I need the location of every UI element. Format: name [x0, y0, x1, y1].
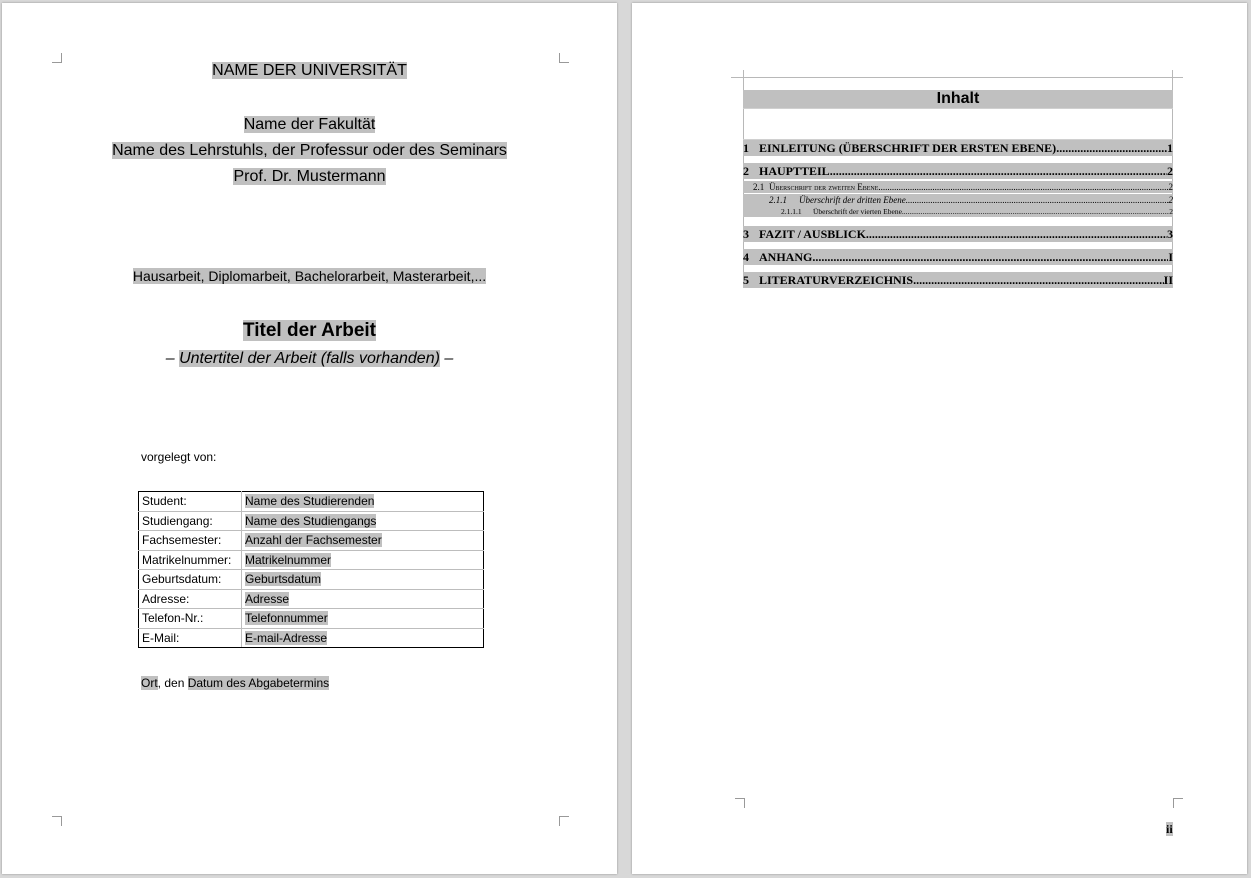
- toc-entry-page: II: [1163, 273, 1173, 287]
- toc-entry[interactable]: [743, 249, 1173, 265]
- page-number-line: [1166, 822, 1173, 836]
- student-field-label: Adresse:: [139, 589, 242, 609]
- university-name[interactable]: NAME DER UNIVERSITÄT: [212, 62, 407, 79]
- professor-name[interactable]: Prof. Dr. Mustermann: [233, 168, 386, 185]
- toc-entry-page: 2: [1168, 195, 1173, 205]
- student-table-row: [139, 531, 484, 551]
- student-field-value[interactable]: Telefonnummer: [245, 611, 328, 626]
- toc-entry-text: ANHANG: [759, 250, 813, 264]
- margin-corner-mark: [559, 816, 569, 826]
- toc-entry-number: 2: [743, 164, 749, 178]
- toc-dot-leader: [913, 272, 1164, 288]
- subtitle-dash-right: –: [444, 350, 454, 367]
- margin-guide-line: [731, 77, 1183, 78]
- toc-entry-text: LITERATURVERZEICHNIS: [759, 273, 914, 287]
- subtitle-line: [2, 350, 617, 368]
- student-table-row: [139, 511, 484, 531]
- professor-line: [2, 168, 617, 186]
- submitted-by-label: vorgelegt von:: [141, 450, 217, 464]
- toc-entry-page: 1: [1167, 141, 1173, 155]
- margin-corner-mark: [52, 816, 62, 826]
- student-field-value[interactable]: Adresse: [245, 591, 290, 606]
- toc-dot-leader: [906, 194, 1169, 206]
- toc-entry-text: Überschrift der zweiten Ebene: [769, 182, 879, 192]
- work-type-line: [2, 268, 617, 284]
- student-field-label: Studiengang:: [139, 511, 242, 531]
- student-field-value-cell: [242, 589, 484, 609]
- student-field-label: Matrikelnummer:: [139, 550, 242, 570]
- subtitle-dash-left: –: [165, 350, 175, 367]
- faculty-name[interactable]: Name der Fakultät: [243, 116, 376, 133]
- student-field-value[interactable]: Anzahl der Fachsemester: [245, 533, 382, 548]
- student-field-value[interactable]: Matrikelnummer: [245, 552, 332, 567]
- student-field-value-cell: [242, 609, 484, 629]
- toc-entry-number: 4: [743, 250, 749, 264]
- place-date-line: [141, 676, 329, 690]
- student-field-value-cell: [242, 511, 484, 531]
- work-type[interactable]: Hausarbeit, Diplomarbeit, Bachelorarbeit, Masterarbeit,...: [132, 268, 487, 284]
- student-table-row: [139, 609, 484, 629]
- toc-entry-page: I: [1168, 250, 1173, 264]
- toc-dot-leader: [1056, 140, 1167, 156]
- student-table-row: [139, 628, 484, 648]
- toc-entry[interactable]: [743, 206, 1173, 217]
- student-field-label: E-Mail:: [139, 628, 242, 648]
- toc-entry-number: 5: [743, 273, 749, 287]
- toc-entry-text: FAZIT / AUSBLICK: [759, 227, 866, 241]
- toc-entry-page: 2: [1169, 207, 1173, 216]
- toc-entry[interactable]: [743, 181, 1173, 193]
- toc-dot-leader: [866, 226, 1167, 242]
- margin-corner-mark: [1173, 798, 1183, 808]
- thesis-title[interactable]: Titel der Arbeit: [242, 320, 377, 341]
- toc-entry-number: 1: [743, 141, 749, 155]
- toc-entry[interactable]: [743, 140, 1173, 156]
- toc-entry[interactable]: [743, 163, 1173, 179]
- toc-dot-leader: [902, 206, 1169, 217]
- toc-entry-text: HAUPTTEIL: [759, 164, 830, 178]
- student-field-value-cell: [242, 550, 484, 570]
- toc-entry-page: 2: [1168, 182, 1173, 192]
- toc-entry-number: 3: [743, 227, 749, 241]
- toc-entry-number: 2.1.1.1: [781, 207, 802, 216]
- thesis-subtitle[interactable]: Untertitel der Arbeit (falls vorhanden): [179, 350, 440, 367]
- toc-entry-text: Überschrift der dritten Ebene: [799, 195, 906, 205]
- date-connector: , den: [157, 676, 188, 690]
- student-field-value[interactable]: Name des Studierenden: [245, 494, 375, 509]
- place-field[interactable]: Ort: [141, 676, 158, 690]
- student-field-value[interactable]: Geburtsdatum: [245, 572, 322, 587]
- student-table-row: [139, 589, 484, 609]
- student-field-label: Geburtsdatum:: [139, 570, 242, 590]
- toc-entry-page: 3: [1167, 227, 1173, 241]
- student-table-row: [139, 570, 484, 590]
- margin-corner-mark: [735, 798, 745, 808]
- toc-dot-leader: [878, 181, 1168, 193]
- title-page: [2, 3, 617, 874]
- toc-dot-leader: [812, 249, 1168, 265]
- toc-heading[interactable]: Inhalt: [743, 90, 1173, 108]
- toc-entry-text: EINLEITUNG (ÜBERSCHRIFT DER ERSTEN EBENE): [759, 141, 1057, 155]
- toc-dot-leader: [830, 163, 1167, 179]
- student-field-value[interactable]: Name des Studiengangs: [245, 513, 377, 528]
- faculty-line: [2, 116, 617, 134]
- student-field-value[interactable]: E-mail-Adresse: [245, 630, 328, 645]
- thesis-title-line: [2, 320, 617, 342]
- student-field-value-cell: [242, 570, 484, 590]
- university-name-line: [2, 62, 617, 80]
- toc-entry-number: 2.1.1: [769, 195, 787, 205]
- toc-entry-page: 2: [1167, 164, 1173, 178]
- toc-entry-number: 2.1: [753, 182, 765, 192]
- chair-line: [2, 142, 617, 160]
- student-field-label: Student:: [139, 492, 242, 512]
- student-table-row: [139, 492, 484, 512]
- toc-page: [632, 3, 1247, 874]
- margin-guide-line: [743, 108, 1173, 109]
- student-table-row: [139, 550, 484, 570]
- date-field[interactable]: Datum des Abgabetermins: [187, 676, 330, 690]
- student-field-label: Telefon-Nr.:: [139, 609, 242, 629]
- student-field-value-cell: [242, 628, 484, 648]
- student-info-table: [138, 491, 484, 648]
- chair-name[interactable]: Name des Lehrstuhls, der Professur oder des Seminars: [112, 142, 507, 159]
- page-number[interactable]: ii: [1166, 822, 1173, 836]
- student-field-value-cell: [242, 531, 484, 551]
- toc-entry-text: Überschrift der vierten Ebene: [813, 207, 902, 216]
- toc-entry[interactable]: [743, 226, 1173, 242]
- student-field-label: Fachsemester:: [139, 531, 242, 551]
- toc-entry[interactable]: [743, 272, 1173, 288]
- student-field-value-cell: [242, 492, 484, 512]
- toc-entry[interactable]: [743, 194, 1173, 206]
